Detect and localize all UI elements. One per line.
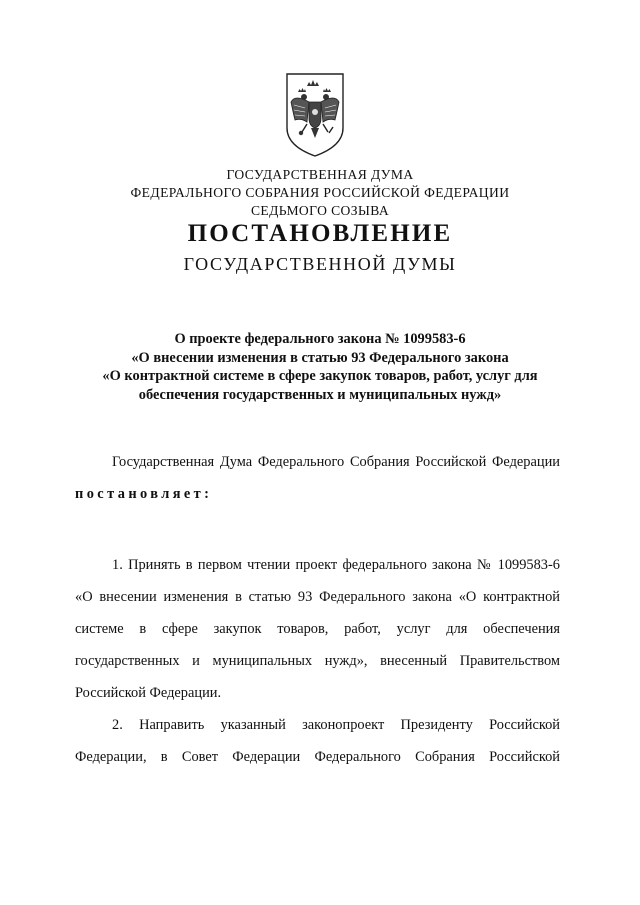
intro-paragraph <box>75 446 560 510</box>
coat-of-arms-icon <box>285 72 345 158</box>
item-1-paragraph: 1. Принять в первом чтении проект федерального закона № 1099583-6 «О внесении изменения в статью 93 Федерального закона «О контрактной системе в сфере закупок товаров, работ, услуг для обеспечения государственных и муниципальных нужд», внесенный Правительством Российской Федерации. <box>75 557 560 701</box>
resolution-body <box>75 446 560 773</box>
heading-line-3: «О контрактной системе в сфере закупок товаров, работ, услуг для <box>102 368 538 384</box>
document-title: ПОСТАНОВЛЕНИЕ <box>187 220 453 247</box>
intro-text: Государственная Дума Федерального Собрания Российской Федерации <box>112 454 560 470</box>
item-2-paragraph: 2. Направить указанный законопроект Президенту Российской Федерации, в Совет Федерации Федерального Собрания Российской <box>75 717 560 765</box>
org-line-1: ГОСУДАРСТВЕННАЯ ДУМА <box>226 167 414 182</box>
org-line-2: ФЕДЕРАЛЬНОГО СОБРАНИЯ РОССИЙСКОЙ ФЕДЕРАЦИИ <box>130 185 510 200</box>
org-line-3: СЕДЬМОГО СОЗЫВА <box>250 203 390 218</box>
heading-line-4: обеспечения государственных и муниципальных нужд» <box>138 386 502 403</box>
document-subtitle: ГОСУДАРСТВЕННОЙ ДУМЫ <box>183 254 457 274</box>
intro-verb: постановляет: <box>75 486 213 502</box>
heading-line-2: «О внесении изменения в статью 93 Федерального закона <box>131 349 509 366</box>
resolution-heading <box>80 330 560 404</box>
heading-line-1: О проекте федерального закона № 1099583-6 <box>174 331 466 347</box>
state-emblem <box>285 72 345 158</box>
